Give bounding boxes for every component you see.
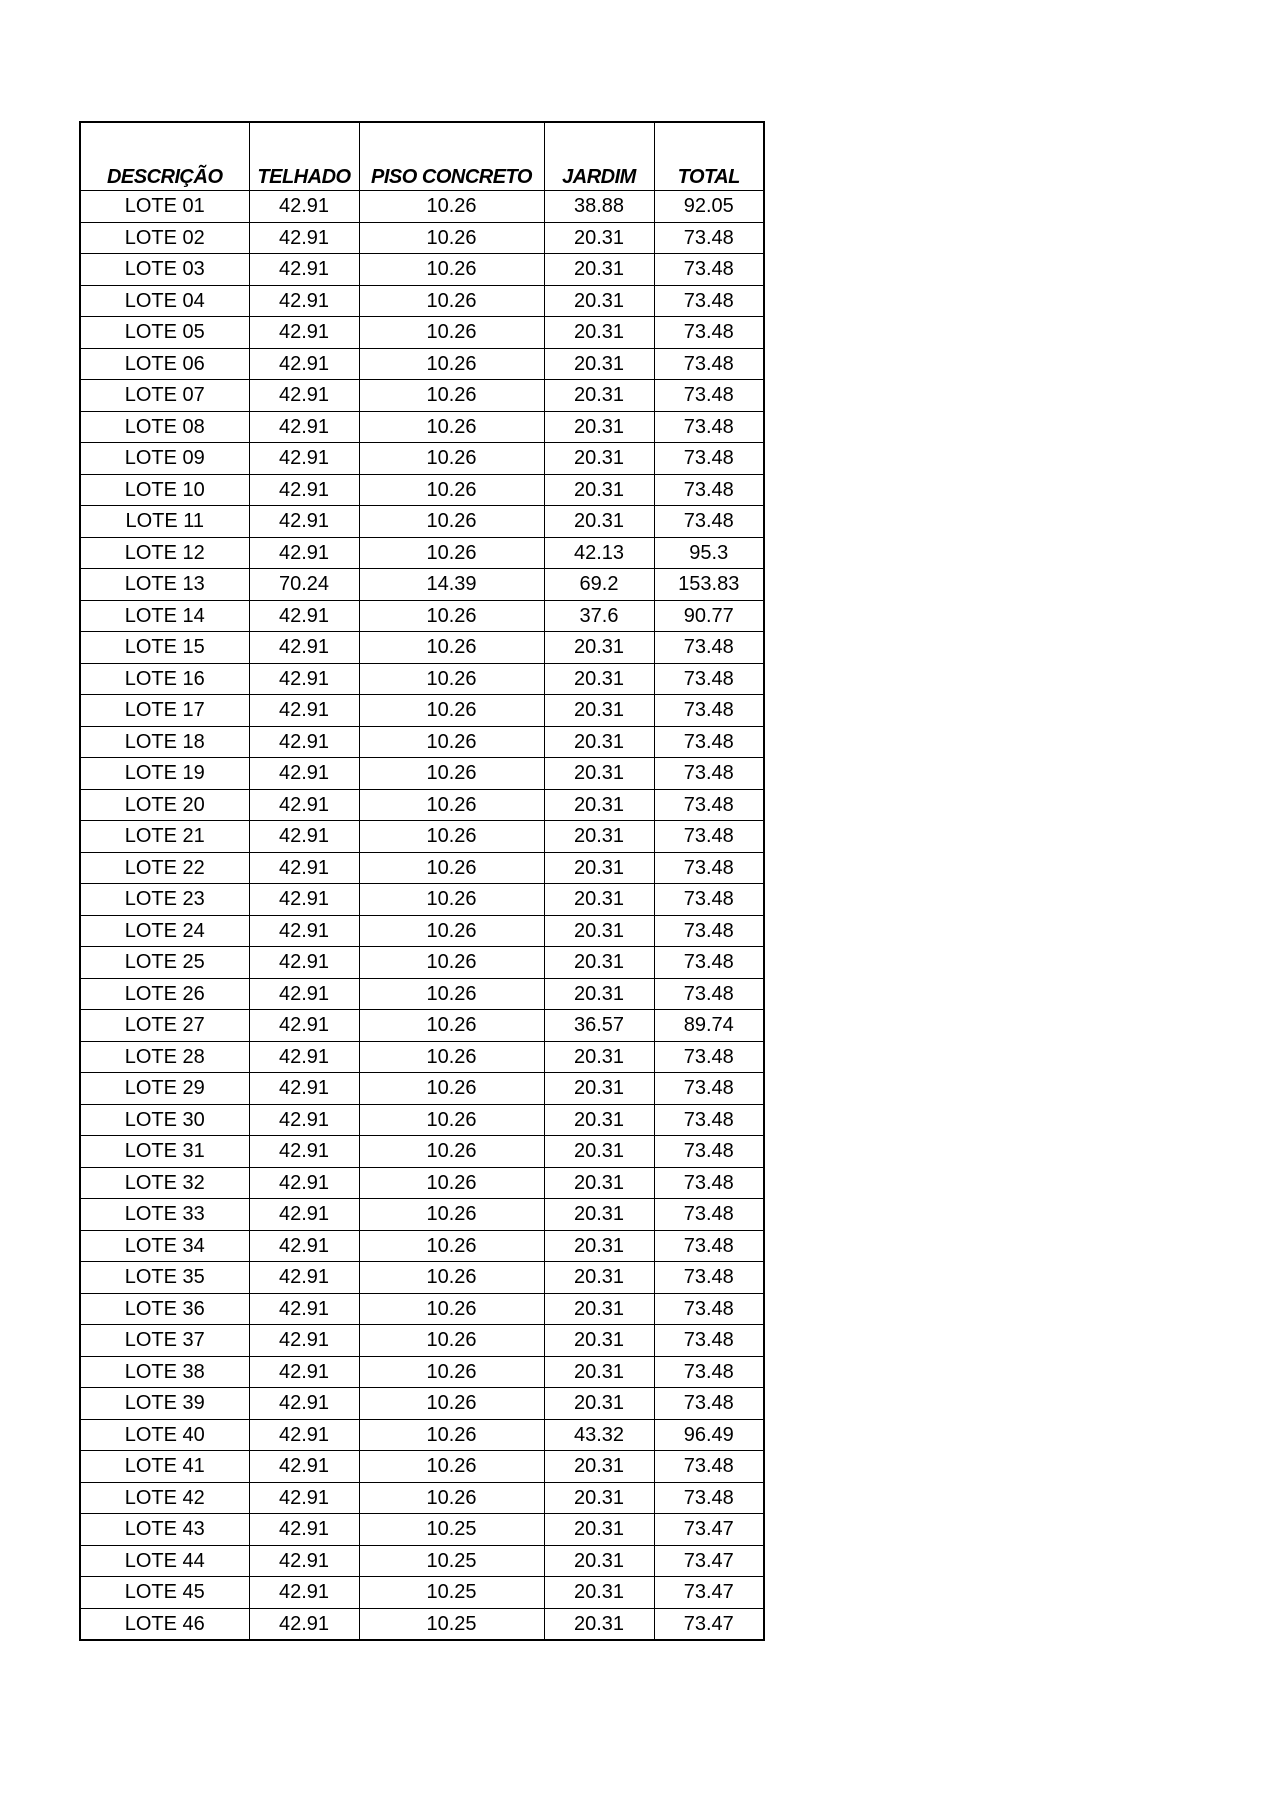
cell-jardim: 20.31 — [544, 1388, 654, 1420]
table-row — [80, 695, 764, 727]
cell-telhado: 42.91 — [249, 191, 359, 223]
cell-total: 73.48 — [654, 1388, 764, 1420]
table-row — [80, 1356, 764, 1388]
table-row — [80, 758, 764, 790]
cell-total: 73.48 — [654, 380, 764, 412]
cell-total: 92.05 — [654, 191, 764, 223]
cell-piso-concreto: 10.26 — [359, 411, 544, 443]
cell-total: 73.48 — [654, 1073, 764, 1105]
cell-jardim: 20.31 — [544, 726, 654, 758]
cell-piso-concreto: 10.26 — [359, 821, 544, 853]
cell-total: 73.48 — [654, 1230, 764, 1262]
cell-descricao: LOTE 21 — [80, 821, 249, 853]
cell-piso-concreto: 10.26 — [359, 222, 544, 254]
cell-piso-concreto: 10.26 — [359, 317, 544, 349]
cell-descricao: LOTE 09 — [80, 443, 249, 475]
header-total: TOTAL — [654, 122, 764, 191]
cell-descricao: LOTE 30 — [80, 1104, 249, 1136]
cell-total: 73.48 — [654, 443, 764, 475]
cell-telhado: 42.91 — [249, 537, 359, 569]
table-row — [80, 191, 764, 223]
cell-total: 73.48 — [654, 1199, 764, 1231]
cell-total: 73.48 — [654, 1482, 764, 1514]
cell-telhado: 42.91 — [249, 1262, 359, 1294]
cell-piso-concreto: 10.26 — [359, 1073, 544, 1105]
cell-descricao: LOTE 40 — [80, 1419, 249, 1451]
cell-descricao: LOTE 22 — [80, 852, 249, 884]
cell-piso-concreto: 10.26 — [359, 443, 544, 475]
cell-telhado: 42.91 — [249, 1325, 359, 1357]
cell-total: 73.48 — [654, 222, 764, 254]
cell-telhado: 42.91 — [249, 821, 359, 853]
cell-jardim: 20.31 — [544, 1104, 654, 1136]
table-row — [80, 1325, 764, 1357]
table-row — [80, 285, 764, 317]
cell-telhado: 42.91 — [249, 1230, 359, 1262]
cell-telhado: 42.91 — [249, 1199, 359, 1231]
cell-telhado: 42.91 — [249, 1104, 359, 1136]
table-row — [80, 978, 764, 1010]
table-row — [80, 1388, 764, 1420]
cell-telhado: 42.91 — [249, 978, 359, 1010]
cell-total: 96.49 — [654, 1419, 764, 1451]
cell-piso-concreto: 10.25 — [359, 1514, 544, 1546]
cell-piso-concreto: 10.26 — [359, 1388, 544, 1420]
cell-jardim: 37.6 — [544, 600, 654, 632]
cell-total: 73.48 — [654, 947, 764, 979]
table-row — [80, 1419, 764, 1451]
cell-telhado: 42.91 — [249, 317, 359, 349]
cell-jardim: 20.31 — [544, 947, 654, 979]
cell-total: 73.48 — [654, 1041, 764, 1073]
cell-piso-concreto: 10.26 — [359, 1041, 544, 1073]
cell-descricao: LOTE 15 — [80, 632, 249, 664]
cell-telhado: 42.91 — [249, 695, 359, 727]
cell-descricao: LOTE 17 — [80, 695, 249, 727]
cell-descricao: LOTE 38 — [80, 1356, 249, 1388]
cell-jardim: 36.57 — [544, 1010, 654, 1042]
cell-telhado: 42.91 — [249, 1073, 359, 1105]
table-row — [80, 663, 764, 695]
cell-telhado: 42.91 — [249, 443, 359, 475]
cell-descricao: LOTE 39 — [80, 1388, 249, 1420]
cell-telhado: 42.91 — [249, 632, 359, 664]
table-row — [80, 537, 764, 569]
cell-telhado: 42.91 — [249, 1514, 359, 1546]
cell-piso-concreto: 10.26 — [359, 506, 544, 538]
table-row — [80, 380, 764, 412]
cell-piso-concreto: 10.26 — [359, 1325, 544, 1357]
cell-piso-concreto: 10.26 — [359, 1482, 544, 1514]
cell-total: 73.48 — [654, 474, 764, 506]
cell-piso-concreto: 10.26 — [359, 348, 544, 380]
table-row — [80, 789, 764, 821]
cell-descricao: LOTE 32 — [80, 1167, 249, 1199]
table-row — [80, 1010, 764, 1042]
cell-telhado: 42.91 — [249, 222, 359, 254]
cell-piso-concreto: 10.26 — [359, 191, 544, 223]
cell-piso-concreto: 10.26 — [359, 852, 544, 884]
cell-piso-concreto: 10.26 — [359, 1262, 544, 1294]
cell-telhado: 42.91 — [249, 1167, 359, 1199]
cell-telhado: 42.91 — [249, 1293, 359, 1325]
cell-descricao: LOTE 19 — [80, 758, 249, 790]
cell-descricao: LOTE 33 — [80, 1199, 249, 1231]
table-row — [80, 947, 764, 979]
cell-telhado: 42.91 — [249, 884, 359, 916]
cell-telhado: 42.91 — [249, 789, 359, 821]
cell-total: 73.48 — [654, 1136, 764, 1168]
cell-descricao: LOTE 41 — [80, 1451, 249, 1483]
cell-jardim: 20.31 — [544, 1451, 654, 1483]
cell-piso-concreto: 10.26 — [359, 947, 544, 979]
cell-telhado: 42.91 — [249, 663, 359, 695]
cell-jardim: 20.31 — [544, 1230, 654, 1262]
cell-total: 73.48 — [654, 726, 764, 758]
cell-jardim: 20.31 — [544, 978, 654, 1010]
table-row — [80, 600, 764, 632]
cell-jardim: 20.31 — [544, 1482, 654, 1514]
cell-telhado: 42.91 — [249, 915, 359, 947]
cell-descricao: LOTE 31 — [80, 1136, 249, 1168]
cell-telhado: 42.91 — [249, 1136, 359, 1168]
cell-jardim: 20.31 — [544, 1545, 654, 1577]
cell-total: 73.48 — [654, 1104, 764, 1136]
cell-jardim: 43.32 — [544, 1419, 654, 1451]
cell-jardim: 20.31 — [544, 317, 654, 349]
cell-total: 73.47 — [654, 1545, 764, 1577]
table-row — [80, 1262, 764, 1294]
table-row — [80, 317, 764, 349]
cell-descricao: LOTE 07 — [80, 380, 249, 412]
header-piso-concreto: PISO CONCRETO — [359, 122, 544, 191]
cell-telhado: 42.91 — [249, 600, 359, 632]
cell-total: 73.48 — [654, 663, 764, 695]
cell-total: 73.48 — [654, 348, 764, 380]
cell-total: 73.48 — [654, 758, 764, 790]
cell-descricao: LOTE 29 — [80, 1073, 249, 1105]
header-descricao: DESCRIÇÃO — [80, 122, 249, 191]
cell-descricao: LOTE 10 — [80, 474, 249, 506]
cell-descricao: LOTE 28 — [80, 1041, 249, 1073]
cell-jardim: 20.31 — [544, 285, 654, 317]
cell-piso-concreto: 10.26 — [359, 1356, 544, 1388]
cell-descricao: LOTE 05 — [80, 317, 249, 349]
cell-total: 73.48 — [654, 1356, 764, 1388]
cell-piso-concreto: 10.26 — [359, 884, 544, 916]
table-row — [80, 852, 764, 884]
cell-jardim: 20.31 — [544, 1577, 654, 1609]
cell-descricao: LOTE 37 — [80, 1325, 249, 1357]
cell-telhado: 42.91 — [249, 1608, 359, 1640]
cell-total: 153.83 — [654, 569, 764, 601]
table-row — [80, 1073, 764, 1105]
cell-piso-concreto: 10.25 — [359, 1545, 544, 1577]
cell-telhado: 42.91 — [249, 1577, 359, 1609]
data-table — [79, 121, 765, 1641]
cell-descricao: LOTE 06 — [80, 348, 249, 380]
header-jardim: JARDIM — [544, 122, 654, 191]
cell-jardim: 38.88 — [544, 191, 654, 223]
cell-jardim: 20.31 — [544, 254, 654, 286]
cell-piso-concreto: 10.26 — [359, 758, 544, 790]
table-row — [80, 1577, 764, 1609]
cell-total: 73.48 — [654, 506, 764, 538]
cell-telhado: 42.91 — [249, 758, 359, 790]
cell-jardim: 20.31 — [544, 222, 654, 254]
cell-descricao: LOTE 23 — [80, 884, 249, 916]
cell-telhado: 42.91 — [249, 411, 359, 443]
table-row — [80, 1451, 764, 1483]
cell-telhado: 42.91 — [249, 1545, 359, 1577]
header-telhado: TELHADO — [249, 122, 359, 191]
cell-total: 73.47 — [654, 1608, 764, 1640]
table-row — [80, 474, 764, 506]
table-row — [80, 348, 764, 380]
cell-descricao: LOTE 08 — [80, 411, 249, 443]
cell-piso-concreto: 10.26 — [359, 789, 544, 821]
table-row — [80, 1608, 764, 1640]
cell-piso-concreto: 10.26 — [359, 537, 544, 569]
cell-jardim: 20.31 — [544, 695, 654, 727]
cell-total: 73.48 — [654, 695, 764, 727]
cell-telhado: 42.91 — [249, 1041, 359, 1073]
cell-piso-concreto: 14.39 — [359, 569, 544, 601]
cell-descricao: LOTE 16 — [80, 663, 249, 695]
cell-total: 73.48 — [654, 1451, 764, 1483]
cell-total: 89.74 — [654, 1010, 764, 1042]
cell-jardim: 20.31 — [544, 443, 654, 475]
cell-descricao: LOTE 03 — [80, 254, 249, 286]
cell-jardim: 20.31 — [544, 852, 654, 884]
cell-jardim: 20.31 — [544, 474, 654, 506]
cell-jardim: 20.31 — [544, 915, 654, 947]
cell-piso-concreto: 10.26 — [359, 1167, 544, 1199]
cell-telhado: 42.91 — [249, 1388, 359, 1420]
table-row — [80, 1041, 764, 1073]
table-row — [80, 569, 764, 601]
cell-descricao: LOTE 34 — [80, 1230, 249, 1262]
cell-total: 73.47 — [654, 1577, 764, 1609]
table-row — [80, 254, 764, 286]
cell-jardim: 20.31 — [544, 1356, 654, 1388]
cell-telhado: 42.91 — [249, 726, 359, 758]
table-row — [80, 632, 764, 664]
cell-telhado: 42.91 — [249, 254, 359, 286]
cell-piso-concreto: 10.26 — [359, 285, 544, 317]
cell-piso-concreto: 10.26 — [359, 1136, 544, 1168]
cell-total: 73.48 — [654, 915, 764, 947]
cell-descricao: LOTE 25 — [80, 947, 249, 979]
cell-piso-concreto: 10.26 — [359, 1419, 544, 1451]
cell-telhado: 42.91 — [249, 1482, 359, 1514]
cell-descricao: LOTE 13 — [80, 569, 249, 601]
cell-jardim: 20.31 — [544, 758, 654, 790]
cell-piso-concreto: 10.26 — [359, 695, 544, 727]
cell-jardim: 20.31 — [544, 1293, 654, 1325]
table-row — [80, 1482, 764, 1514]
cell-total: 73.48 — [654, 789, 764, 821]
table-header — [80, 122, 764, 191]
cell-telhado: 70.24 — [249, 569, 359, 601]
cell-descricao: LOTE 42 — [80, 1482, 249, 1514]
cell-descricao: LOTE 14 — [80, 600, 249, 632]
cell-piso-concreto: 10.26 — [359, 726, 544, 758]
cell-total: 73.48 — [654, 1262, 764, 1294]
cell-telhado: 42.91 — [249, 1010, 359, 1042]
table-row — [80, 1167, 764, 1199]
cell-piso-concreto: 10.26 — [359, 600, 544, 632]
table-row — [80, 411, 764, 443]
cell-descricao: LOTE 02 — [80, 222, 249, 254]
cell-jardim: 20.31 — [544, 1262, 654, 1294]
cell-telhado: 42.91 — [249, 474, 359, 506]
table-body — [80, 191, 764, 1641]
cell-descricao: LOTE 45 — [80, 1577, 249, 1609]
cell-telhado: 42.91 — [249, 506, 359, 538]
table-row — [80, 1104, 764, 1136]
cell-piso-concreto: 10.26 — [359, 978, 544, 1010]
cell-jardim: 20.31 — [544, 632, 654, 664]
cell-jardim: 20.31 — [544, 663, 654, 695]
cell-piso-concreto: 10.26 — [359, 632, 544, 664]
table-row — [80, 915, 764, 947]
cell-total: 73.48 — [654, 411, 764, 443]
cell-piso-concreto: 10.26 — [359, 915, 544, 947]
cell-total: 95.3 — [654, 537, 764, 569]
cell-total: 73.48 — [654, 884, 764, 916]
table-row — [80, 1199, 764, 1231]
cell-piso-concreto: 10.26 — [359, 1104, 544, 1136]
cell-jardim: 20.31 — [544, 411, 654, 443]
cell-total: 73.48 — [654, 852, 764, 884]
cell-piso-concreto: 10.25 — [359, 1608, 544, 1640]
cell-jardim: 20.31 — [544, 884, 654, 916]
table-row — [80, 1136, 764, 1168]
header-row — [80, 122, 764, 191]
cell-descricao: LOTE 24 — [80, 915, 249, 947]
cell-total: 73.48 — [654, 1325, 764, 1357]
table-row — [80, 1514, 764, 1546]
cell-telhado: 42.91 — [249, 380, 359, 412]
cell-piso-concreto: 10.26 — [359, 1010, 544, 1042]
cell-piso-concreto: 10.26 — [359, 1293, 544, 1325]
cell-jardim: 20.31 — [544, 1073, 654, 1105]
cell-piso-concreto: 10.26 — [359, 380, 544, 412]
cell-descricao: LOTE 26 — [80, 978, 249, 1010]
cell-descricao: LOTE 20 — [80, 789, 249, 821]
table-row — [80, 884, 764, 916]
cell-telhado: 42.91 — [249, 1419, 359, 1451]
cell-descricao: LOTE 43 — [80, 1514, 249, 1546]
table-row — [80, 443, 764, 475]
cell-telhado: 42.91 — [249, 348, 359, 380]
cell-total: 73.48 — [654, 254, 764, 286]
cell-total: 73.48 — [654, 632, 764, 664]
cell-jardim: 20.31 — [544, 1608, 654, 1640]
cell-descricao: LOTE 12 — [80, 537, 249, 569]
cell-descricao: LOTE 35 — [80, 1262, 249, 1294]
cell-jardim: 20.31 — [544, 1167, 654, 1199]
cell-piso-concreto: 10.26 — [359, 1230, 544, 1262]
cell-total: 73.48 — [654, 821, 764, 853]
cell-piso-concreto: 10.26 — [359, 254, 544, 286]
cell-descricao: LOTE 11 — [80, 506, 249, 538]
cell-jardim: 20.31 — [544, 1514, 654, 1546]
cell-jardim: 20.31 — [544, 348, 654, 380]
cell-total: 73.48 — [654, 1167, 764, 1199]
cell-telhado: 42.91 — [249, 1451, 359, 1483]
cell-total: 73.48 — [654, 1293, 764, 1325]
cell-jardim: 20.31 — [544, 821, 654, 853]
cell-telhado: 42.91 — [249, 1356, 359, 1388]
table-row — [80, 821, 764, 853]
cell-jardim: 20.31 — [544, 789, 654, 821]
cell-descricao: LOTE 04 — [80, 285, 249, 317]
cell-telhado: 42.91 — [249, 285, 359, 317]
table-row — [80, 1545, 764, 1577]
table-row — [80, 1230, 764, 1262]
cell-total: 73.48 — [654, 978, 764, 1010]
cell-jardim: 20.31 — [544, 1325, 654, 1357]
cell-total: 73.48 — [654, 285, 764, 317]
cell-total: 73.48 — [654, 317, 764, 349]
cell-telhado: 42.91 — [249, 947, 359, 979]
cell-descricao: LOTE 27 — [80, 1010, 249, 1042]
table-row — [80, 1293, 764, 1325]
cell-piso-concreto: 10.26 — [359, 1451, 544, 1483]
cell-telhado: 42.91 — [249, 852, 359, 884]
cell-descricao: LOTE 01 — [80, 191, 249, 223]
table-row — [80, 506, 764, 538]
cell-piso-concreto: 10.26 — [359, 474, 544, 506]
cell-piso-concreto: 10.26 — [359, 1199, 544, 1231]
cell-jardim: 20.31 — [544, 1041, 654, 1073]
cell-jardim: 69.2 — [544, 569, 654, 601]
cell-piso-concreto: 10.26 — [359, 663, 544, 695]
cell-jardim: 20.31 — [544, 380, 654, 412]
cell-jardim: 20.31 — [544, 1199, 654, 1231]
cell-descricao: LOTE 44 — [80, 1545, 249, 1577]
cell-jardim: 20.31 — [544, 1136, 654, 1168]
table-row — [80, 726, 764, 758]
table-row — [80, 222, 764, 254]
cell-jardim: 20.31 — [544, 506, 654, 538]
cell-total: 73.47 — [654, 1514, 764, 1546]
cell-descricao: LOTE 18 — [80, 726, 249, 758]
cell-descricao: LOTE 36 — [80, 1293, 249, 1325]
cell-descricao: LOTE 46 — [80, 1608, 249, 1640]
cell-total: 90.77 — [654, 600, 764, 632]
cell-jardim: 42.13 — [544, 537, 654, 569]
cell-piso-concreto: 10.25 — [359, 1577, 544, 1609]
